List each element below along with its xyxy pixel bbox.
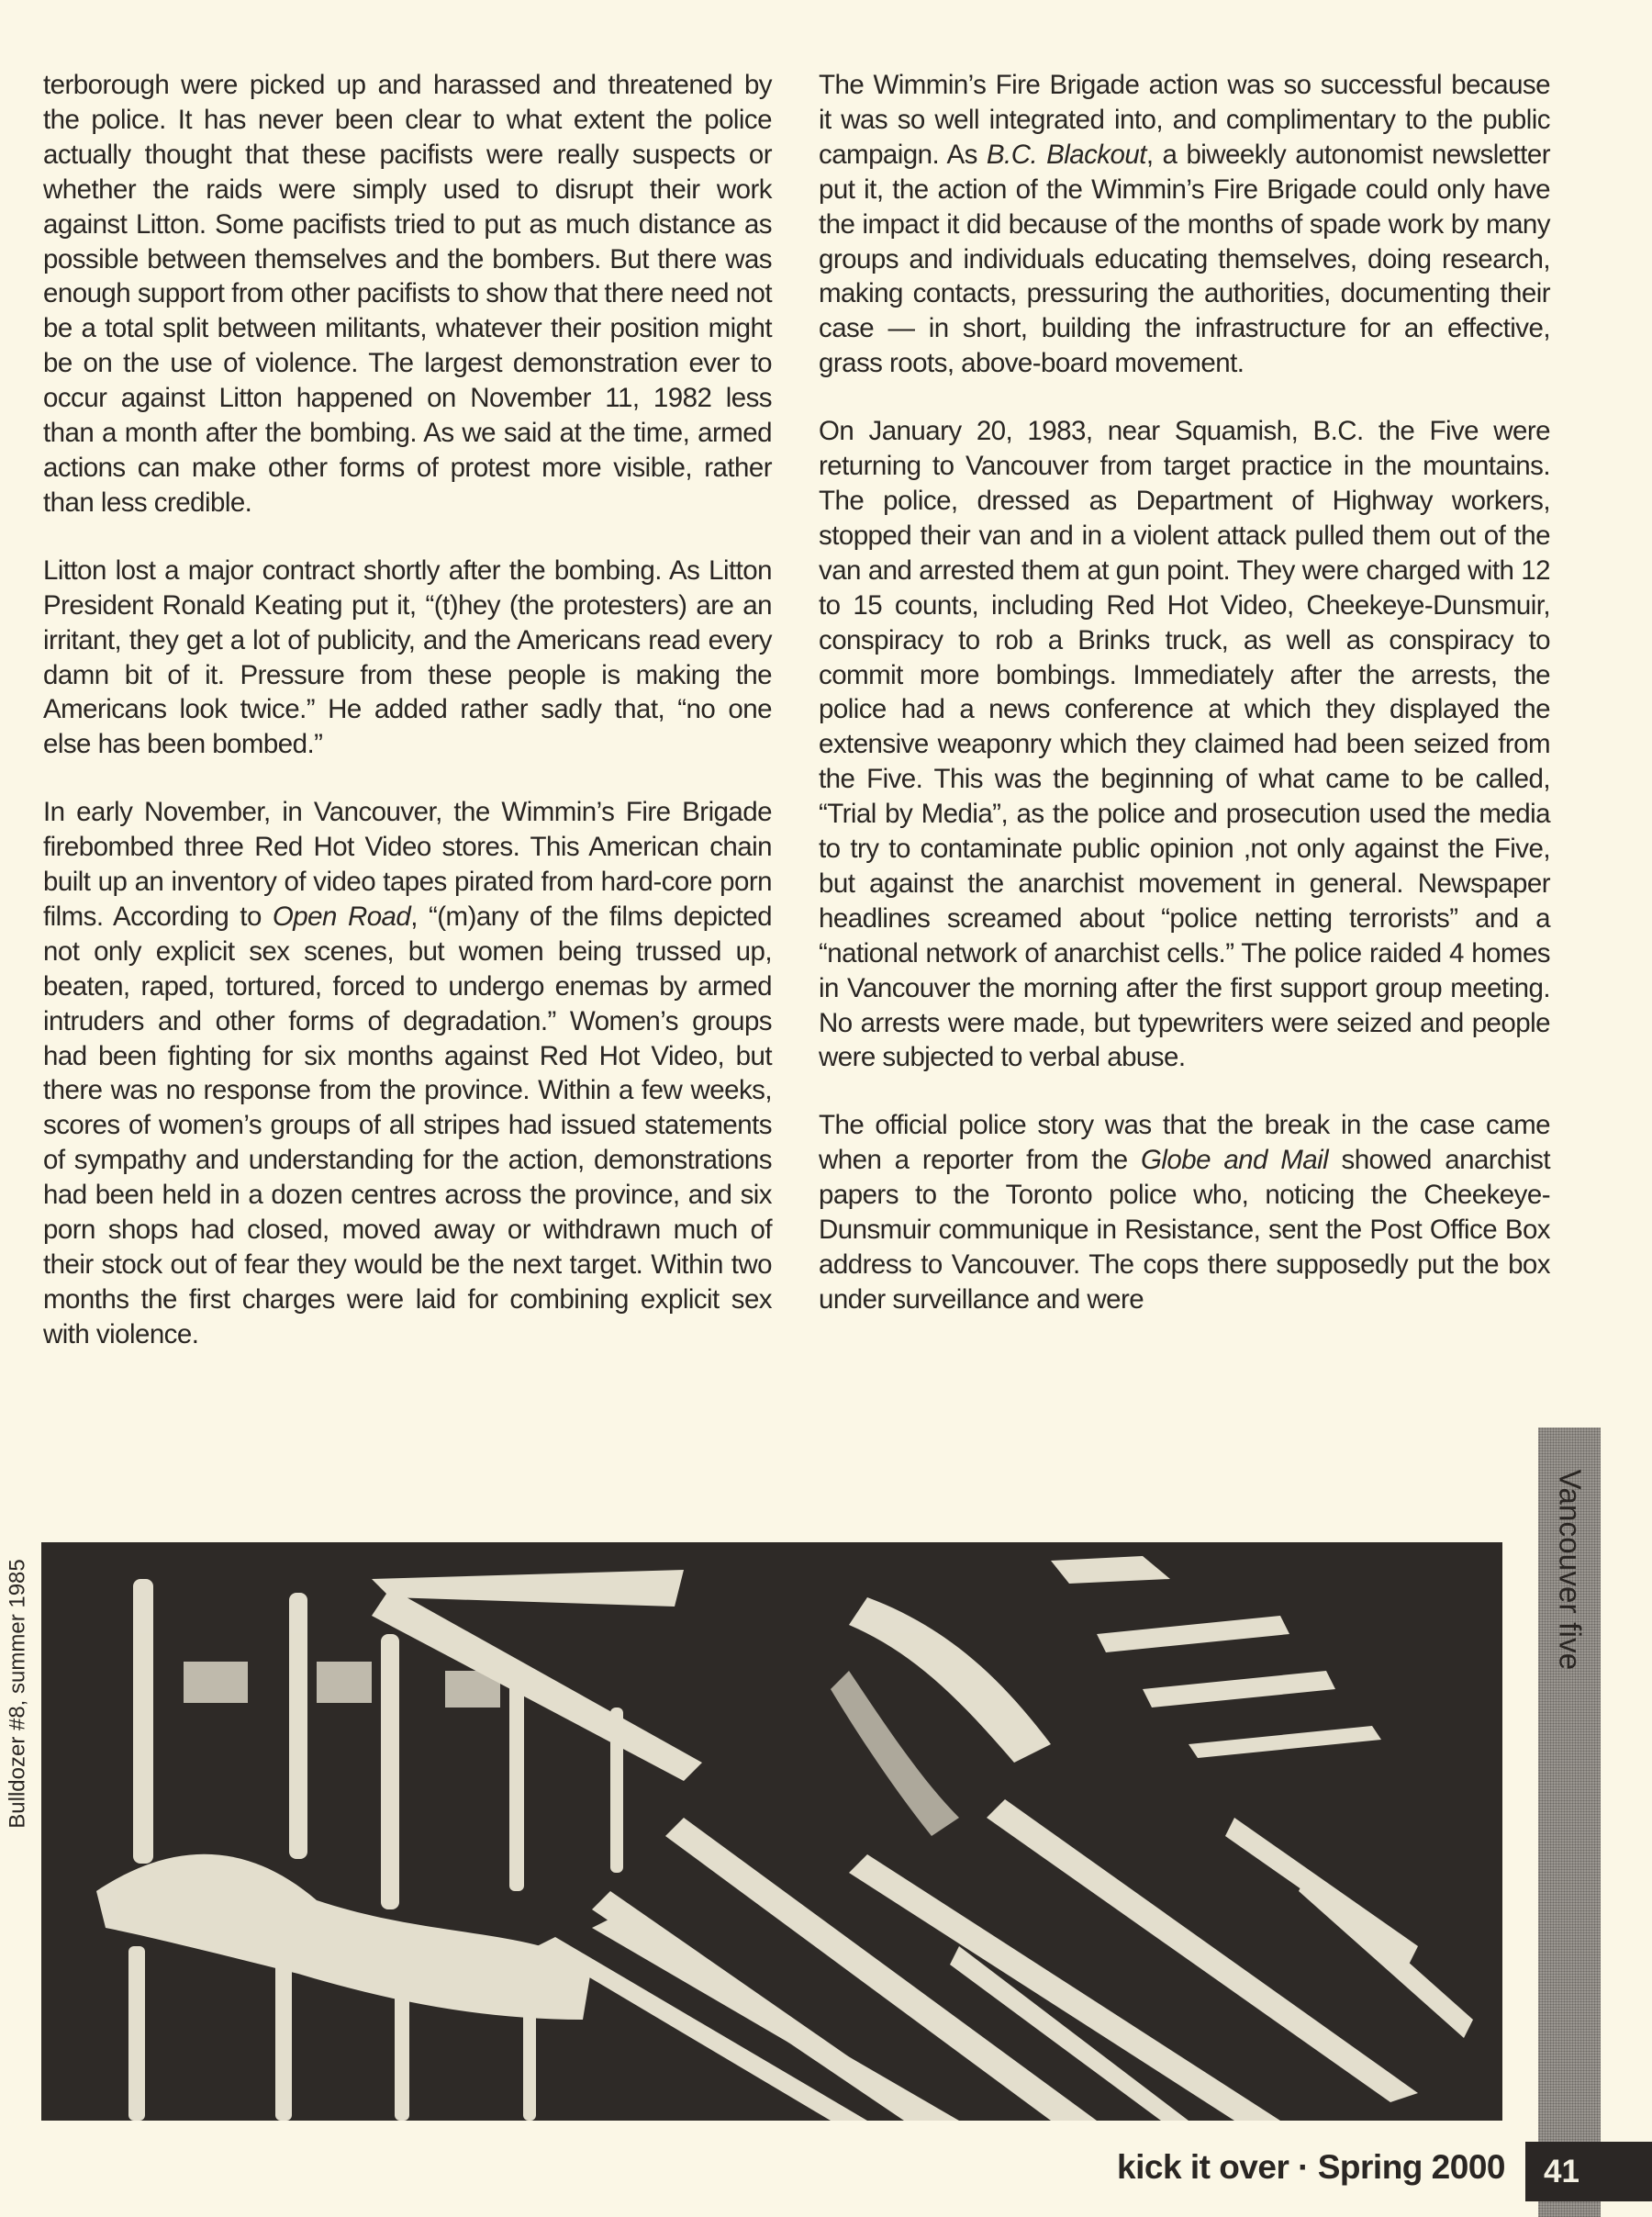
paragraph: The official police story was that the break in the case came when a reporter from the Globe and Mail showed anarchist papers to the Toronto police who, noticing the Cheekeye-Dunsmuir communique in Resistance, sent the Post Office Box address to Vancouver. The cops there supposedly put the box under surveillance and were xyxy=(819,1110,1550,1315)
publication-footer: kick it over · Spring 2000 xyxy=(1117,2148,1505,2186)
woodcut-artwork xyxy=(41,1542,1502,2121)
image-caption: Bulldozer #8, summer 1985 xyxy=(6,1559,31,1829)
publication-title: Open Road xyxy=(272,901,411,932)
page-number: 41 xyxy=(1525,2142,1652,2201)
paragraph: In early November, in Vancouver, the Wimmin’s Fire Brigade firebombed three Red Hot Video stores. This American chain built up an inventory of video tapes pirated from hard-core porn films. According to Open Road, “(m)any of the films depicted not only explicit sex scenes, but women being trussed up, beaten, raped, tortured, forced to undergo enemas by armed intruders and other forms of degradation.” Women’s groups had been fighting for six months against Red Hot Video, but there was no response from the province. Within a few weeks, scores of women’s groups of all stripes had issued statements of sympathy and understanding for the action, demonstrations had been held in a dozen centres across the province, and six porn shops had closed, moved away or withdrawn much of their stock out of fear they would be the next target. Within two months the first charges were laid for combining explicit sex with violence. xyxy=(43,797,772,1349)
paragraph: The Wimmin’s Fire Brigade action was so successful because it was so well integrated into, and complimentary to the public campaign. As B.C. Blackout, a biweekly autonomist newsletter put it, the action of the Wimmin’s Fire Brigade could only have the impact it did because of the months of spade work by many groups and individuals educating themselves, doing research, making contacts, pressuring the authorities, documenting their case — in short, building the infrastructure for an effective, grass roots, above-board movement. xyxy=(819,70,1550,379)
side-tab-label: Vancouver five xyxy=(1553,1469,1588,1671)
paragraph: terborough were picked up and harassed and threatened by the police. It has never been clear to what extent the police actually thought that these pacifists were really suspects or whether the raids were simply used to disrupt their work against Litton. Some pacifists tried to put as much distance as possible between themselves and the bombers. But there was enough support from other pacifists to show that there need not be a total split between militants, whatever their position might be on the use of violence. The largest demonstration ever to occur against Litton happened on November 11, 1982 less than a month after the bombing. As we said at the time, armed actions can make other forms of protest more visible, rather than less credible. xyxy=(43,70,772,518)
paragraph: Litton lost a major contract shortly after the bombing. As Litton President Ronald Keating put it, “(t)hey (the protesters) are an irritant, they get a lot of publicity, and the Americans read every damn bit of it. Pressure from these people is making the Americans look twice.” He added rather sadly that, “no one else has been bombed.” xyxy=(43,554,772,760)
woodcut-illustration xyxy=(41,1542,1502,2121)
paragraph: On January 20, 1983, near Squamish, B.C. the Five were returning to Vancouver from target practice in the mountains. The police, dressed as Department of Highway workers, stopped their van and in a violent attack pulled them out of the van and arrested them at gun point. They were charged with 12 to 15 counts, including Red Hot Video, Cheekeye-Dunsmuir, conspiracy to rob a Brinks truck, as well as conspiracy to commit more bombings. Immediately after the arrests, the police had a news conference at which they displayed the extensive weaponry which they claimed had been seized from the Five. This was the beginning of what came to be called, “Trial by Media”, as the police and prosecution used the media to try to contaminate public opinion ,not only against the Five, but against the anarchist movement in general. Newspaper headlines screamed about “police netting terrorists” and a “national network of anarchist cells.” The police raided 4 homes in Vancouver the morning after the first support group meeting. No arrests were made, but typewriters were seized and people were subjected to verbal abuse. xyxy=(819,416,1550,1073)
publication-title: Globe and Mail xyxy=(1141,1145,1329,1176)
publication-title: B.C. Blackout xyxy=(986,139,1146,170)
right-column xyxy=(819,68,1550,1350)
left-column xyxy=(43,68,772,1385)
